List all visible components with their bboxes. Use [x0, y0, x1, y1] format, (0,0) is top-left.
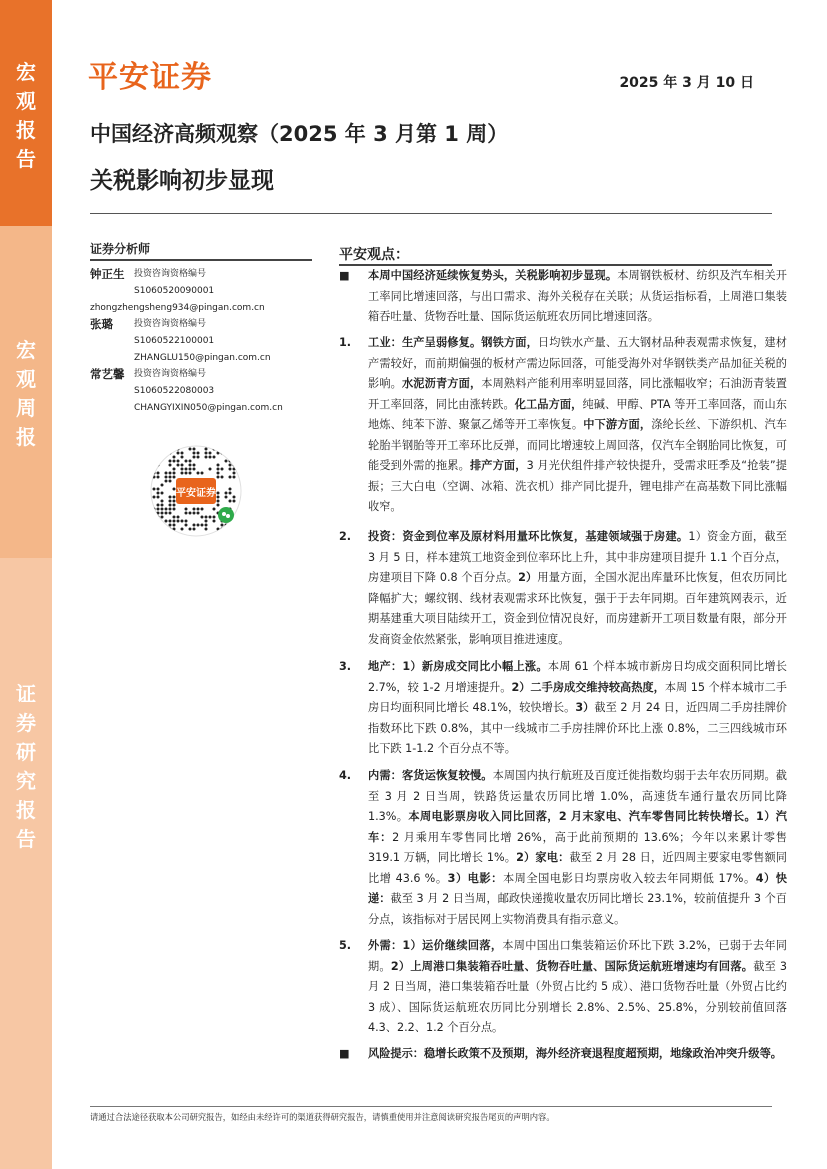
item-number: 2. [339, 530, 352, 543]
item-number: 1. [339, 336, 352, 349]
view-lead: 3）电影： [447, 871, 503, 885]
analysts-heading: 证券分析师 [90, 242, 151, 256]
view-lead: 4）快递： [368, 871, 787, 905]
view-text: 涤纶长丝、下游织机、汽车轮胎半钢胎等开工率环比反弹，而同比增速较上周回落，仅汽车全钢胎同比恢复，可能受到外需的拖累。 [368, 418, 787, 472]
analyst-card [90, 266, 320, 317]
brand-logo-text: 平安证券 [88, 60, 212, 95]
analyst-cert-no: S1060520090001 [134, 286, 215, 296]
view-summary [339, 266, 787, 328]
footer-divider [90, 1106, 772, 1107]
view-lead: 风险提示：稳增长政策不及预期，海外经济衰退程度超预期，地缘政治冲突升级等。 [368, 1047, 782, 1060]
view-text: 日均铁水产量、五大钢材品种表观需求恢复，建材产需较好，而前期偏强的板材产需边际回落，可能受海外对华钢铁类产品加征关税的影响。 [368, 336, 787, 390]
side-label-macro-weekly: 宏 观 周 报 [16, 338, 36, 449]
brand-logo [88, 52, 212, 96]
view-text: 截至 2 月 24 日，近四周二手房挂牌价指数环比下跌 0.8%，其中一线城市二手房挂牌价环比上涨 0.8%，二三四线城市环比下跌 1-1.2 个百分点不等。 [368, 701, 787, 755]
view-lead: 本周中国经济延续恢复势头，关税影响初步显现。 [368, 269, 618, 282]
views-heading: 平安观点： [339, 247, 409, 263]
view-lead: 工业：生产呈弱修复。钢铁方面， [368, 336, 538, 349]
view-lead: 外需：1）运价继续回落， [368, 939, 503, 952]
item-number: 4. [339, 769, 352, 782]
view-lead: 本周电影票房收入同比回落，2 月末家电、汽车零售同比转快增长。1）汽车： [368, 810, 787, 844]
analyst-name: 常艺馨 [90, 367, 125, 381]
qr-code-graphic [150, 445, 242, 537]
analysts-divider [90, 259, 312, 261]
view-lead: 2） [518, 571, 538, 584]
view-lead: 地产：1）新房成交同比小幅上涨。 [368, 660, 548, 673]
view-lead: 2）上周港口集装箱吞吐量、货物吞吐量、国际货运航班增速均有回落。 [390, 959, 754, 973]
view-external-demand [339, 936, 787, 1039]
analyst-email[interactable]: ZHANGLU150@pingan.com.cn [134, 353, 271, 363]
analyst-card [90, 316, 320, 367]
view-text: 本周 15 个样本城市二手房日均面积同比增长 48.1%，较快增长。 [368, 680, 787, 714]
view-industry [339, 333, 787, 518]
view-text: 截至 3 月 2 日当周，港口集装箱吞吐量（外贸占比约 5 成）、港口货物吞吐量（外贸占比约 3 成）、国际货运航班农历同比分别增长 2.8%、2.5%、25.8%，分别较前值回落 4.3、2.2、1.2 个百分点。 [368, 959, 787, 1034]
view-text: 本周全国电影日均票房收入较去年同期低 17%。 [502, 871, 756, 885]
analyst-email[interactable]: CHANGYIXIN050@pingan.com.cn [134, 403, 283, 413]
analyst-name: 钟正生 [90, 267, 125, 281]
analyst-cert-no: S1060522080003 [134, 386, 215, 396]
footer-disclaimer: 请通过合法途径获取本公司研究报告，如经由未经许可的渠道获得研究报告，请慎重使用并注意阅读研究报告尾页的声明内容。 [90, 1112, 555, 1122]
analyst-email[interactable]: zhongzhengsheng934@pingan.com.cn [90, 303, 265, 313]
analyst-cert-no: S1060522100001 [134, 336, 215, 346]
view-text: 本周熟料产能利用率明显回落，同比涨幅收窄；石油沥青装置开工率回落，同比由涨转跌。 [368, 377, 787, 411]
view-lead: 化工品方面， [514, 397, 583, 411]
analyst-cert-label: 投资咨询资格编号 [134, 269, 207, 279]
item-number: 3. [339, 660, 352, 673]
view-text: 本周 61 个样本城市新房日均成交面积同比增长 2.7%，较 1-2 月增速提升。 [368, 660, 787, 694]
view-lead: 水泥沥青方面， [401, 377, 482, 390]
view-investment [339, 527, 787, 650]
qr-badge-text: 平安证券 [176, 488, 216, 499]
bullet-marker: ■ [339, 1047, 350, 1060]
view-text: 3 月光伏组件排产较快提升，受需求旺季及“抢装”提振；三大白电（空调、冰箱、洗衣机）排产同比提升，锂电排产在高基数下同比涨幅收窄。 [368, 459, 787, 513]
view-lead: 中下游方面， [583, 418, 652, 431]
view-lead: 内需：客货运恢复较慢。 [368, 769, 493, 782]
side-label-research-report: 证 券 研 究 报 告 [16, 682, 36, 851]
view-text: 2 月乘用车零售同比增 26%，高于此前预期的 13.6%；今年以来累计零售 319.1 万辆，同比增长 1%。 [368, 830, 787, 864]
header-divider [90, 213, 772, 214]
view-domestic-demand [339, 766, 787, 930]
view-text: 本周中国出口集装箱运价环比下跌 3.2%，已弱于去年同期。 [368, 939, 787, 973]
view-text: 截至 2 月 28 日，近四周主要家电零售额同比增 43.6 %。 [368, 851, 787, 885]
report-title: 中国经济高频观察（2025 年 3 月第 1 周） [90, 122, 509, 146]
analyst-cert-label: 投资咨询资格编号 [134, 369, 207, 379]
view-lead: 3） [575, 701, 595, 714]
view-property [339, 657, 787, 760]
risk-warning [339, 1044, 787, 1065]
analyst-name: 张璐 [90, 317, 113, 331]
view-text: 纯碱、甲醇、PTA 等开工率回落，而山东地炼、纯苯下游、聚氯乙烯等开工率恢复。 [368, 397, 787, 431]
report-date: 2025 年 3 月 10 日 [619, 75, 754, 91]
view-text: 本周钢铁板材、纺织及汽车相关开工率同比增速回落，与出口需求、海外关税存在关联；从货运指标看，上周港口集装箱吞吐量、货物吞吐量、国际货运航班农历同比增速回落。 [368, 269, 787, 323]
view-lead: 2）家电： [516, 851, 570, 864]
view-text: 1）资金方面，截至 3 月 5 日，样本建筑工地资金到位率环比上升，其中非房建项目提升 1.1 个百分点，房建项目下降 0.8 个百分点。 [368, 530, 787, 584]
view-lead: 排产方面， [469, 459, 527, 472]
analyst-card [90, 366, 320, 417]
view-lead: 2）二手房成交维持较高热度， [511, 680, 665, 694]
report-subtitle: 关税影响初步显现 [90, 168, 274, 194]
view-text: 用量方面，全国水泥出库量环比恢复，但农历同比降幅扩大；螺纹钢、线材表观需求环比恢复，强于于去年同期。百年建筑网表示，近期基建重大项目陆续开工，资金到位情况良好，而房建新开工项目数量有限，部分开发商资金依然紧张，影响项目推进速度。 [368, 571, 787, 646]
side-label-macro-report: 宏 观 报 告 [16, 60, 36, 171]
item-number: 5. [339, 939, 352, 952]
wechat-icon [218, 507, 234, 523]
view-text: 本周国内执行航班及百度迁徙指数均弱于去年农历同期。截至 3 月 2 日当周，铁路货运量农历同比增 1.0%，高速货车通行量农历同比降 1.3%。 [368, 769, 787, 823]
view-text: 截至 3 月 2 日当周，邮政快递揽收量农历同比增长 23.1%，较前值提升 3 个百分点，该指标对于居民网上实物消费具有指示意义。 [368, 892, 787, 926]
bullet-marker: ■ [339, 269, 350, 282]
analyst-cert-label: 投资咨询资格编号 [134, 319, 207, 329]
side-band-bottom [0, 558, 52, 1169]
view-lead: 投资：资金到位率及原材料用量环比恢复，基建领域强于房建。 [368, 530, 689, 543]
qr-code[interactable] [150, 445, 242, 537]
